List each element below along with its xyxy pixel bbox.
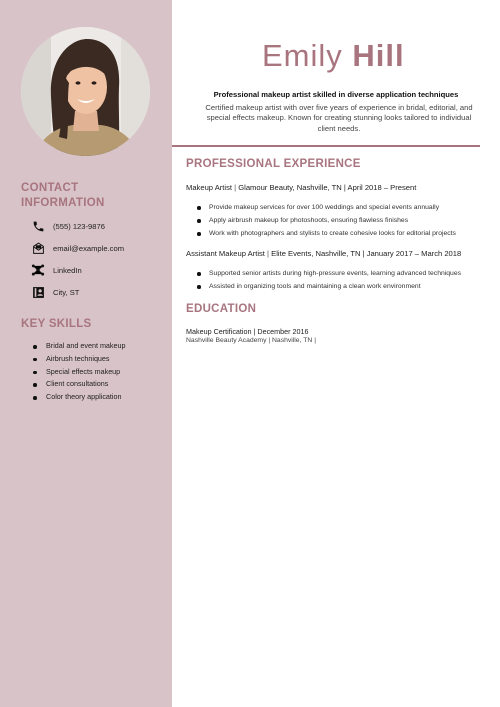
contact-location [31, 284, 79, 300]
job-title-line: Assistant Makeup Artist | Elite Events, Nashville, TN | January 2017 – March 2018 [186, 249, 462, 258]
job-bullet: Provide makeup services for over 100 weddings and special events annually [196, 201, 456, 214]
phone-text: (555) 123-9876 [53, 221, 105, 231]
job-bullets [196, 201, 456, 240]
skill-item: Bridal and event makeup [31, 340, 126, 353]
job-title: Assistant Makeup Artist [186, 249, 265, 258]
last-name: Hill [352, 38, 405, 73]
skill-item: Color theory application [31, 391, 126, 404]
skill-item: Airbrush techniques [31, 353, 126, 366]
contact-phone [31, 218, 105, 234]
contact-heading [21, 181, 105, 211]
education-heading: EDUCATION [186, 303, 257, 315]
linkedin-icon [31, 263, 45, 277]
skills-heading: KEY SKILLS [21, 318, 92, 330]
skill-item: Special effects makeup [31, 366, 126, 379]
job-details: Elite Events, Nashville, TN | January 2017 – March 2018 [271, 249, 462, 258]
job-title: Makeup Artist [186, 183, 233, 192]
location-text: City, ST [53, 287, 80, 297]
skills-list [31, 340, 126, 404]
portrait-image [21, 27, 150, 156]
job-details: Glamour Beauty, Nashville, TN | April 2018 – Present [238, 183, 417, 192]
summary: Certified makeup artist with over five years of experience in bridal, editorial, and special effects makeup. Known for creating stunning looks tailored to individual client needs. [205, 103, 473, 133]
contact-heading-line1: CONTACT [21, 182, 79, 194]
education-degree: Makeup Certification | December 2016 [186, 327, 309, 336]
email-icon [31, 241, 45, 255]
skill-item: Client consultations [31, 378, 126, 391]
first-name: Emily [262, 38, 343, 73]
phone-icon [31, 219, 45, 233]
job-bullet: Work with photographers and stylists to create cohesive looks for editorial projects [196, 227, 456, 240]
profile-photo [21, 27, 150, 156]
candidate-name [262, 38, 405, 74]
experience-heading: PROFESSIONAL EXPERIENCE [186, 158, 361, 170]
contact-linkedin[interactable] [31, 262, 82, 278]
education-school: Nashville Beauty Academy | Nashville, TN | [186, 337, 316, 344]
location-icon [31, 285, 45, 299]
job-bullet: Apply airbrush makeup for photoshoots, ensuring flawless finishes [196, 214, 456, 227]
job-title-line: Makeup Artist | Glamour Beauty, Nashville, TN | April 2018 – Present [186, 183, 417, 192]
linkedin-text[interactable]: LinkedIn [53, 265, 82, 275]
contact-email[interactable] [31, 240, 124, 256]
job-bullets [196, 267, 461, 293]
email-text[interactable]: email@example.com [53, 243, 125, 253]
contact-heading-line2: INFORMATION [21, 197, 105, 209]
header-divider [172, 145, 480, 147]
job-bullet: Assisted in organizing tools and maintaining a clean work environment [196, 280, 461, 293]
tagline: Professional makeup artist skilled in diverse application techniques [213, 90, 459, 99]
job-bullet: Supported senior artists during high-pressure events, learning advanced techniques [196, 267, 461, 280]
sidebar [0, 0, 172, 707]
